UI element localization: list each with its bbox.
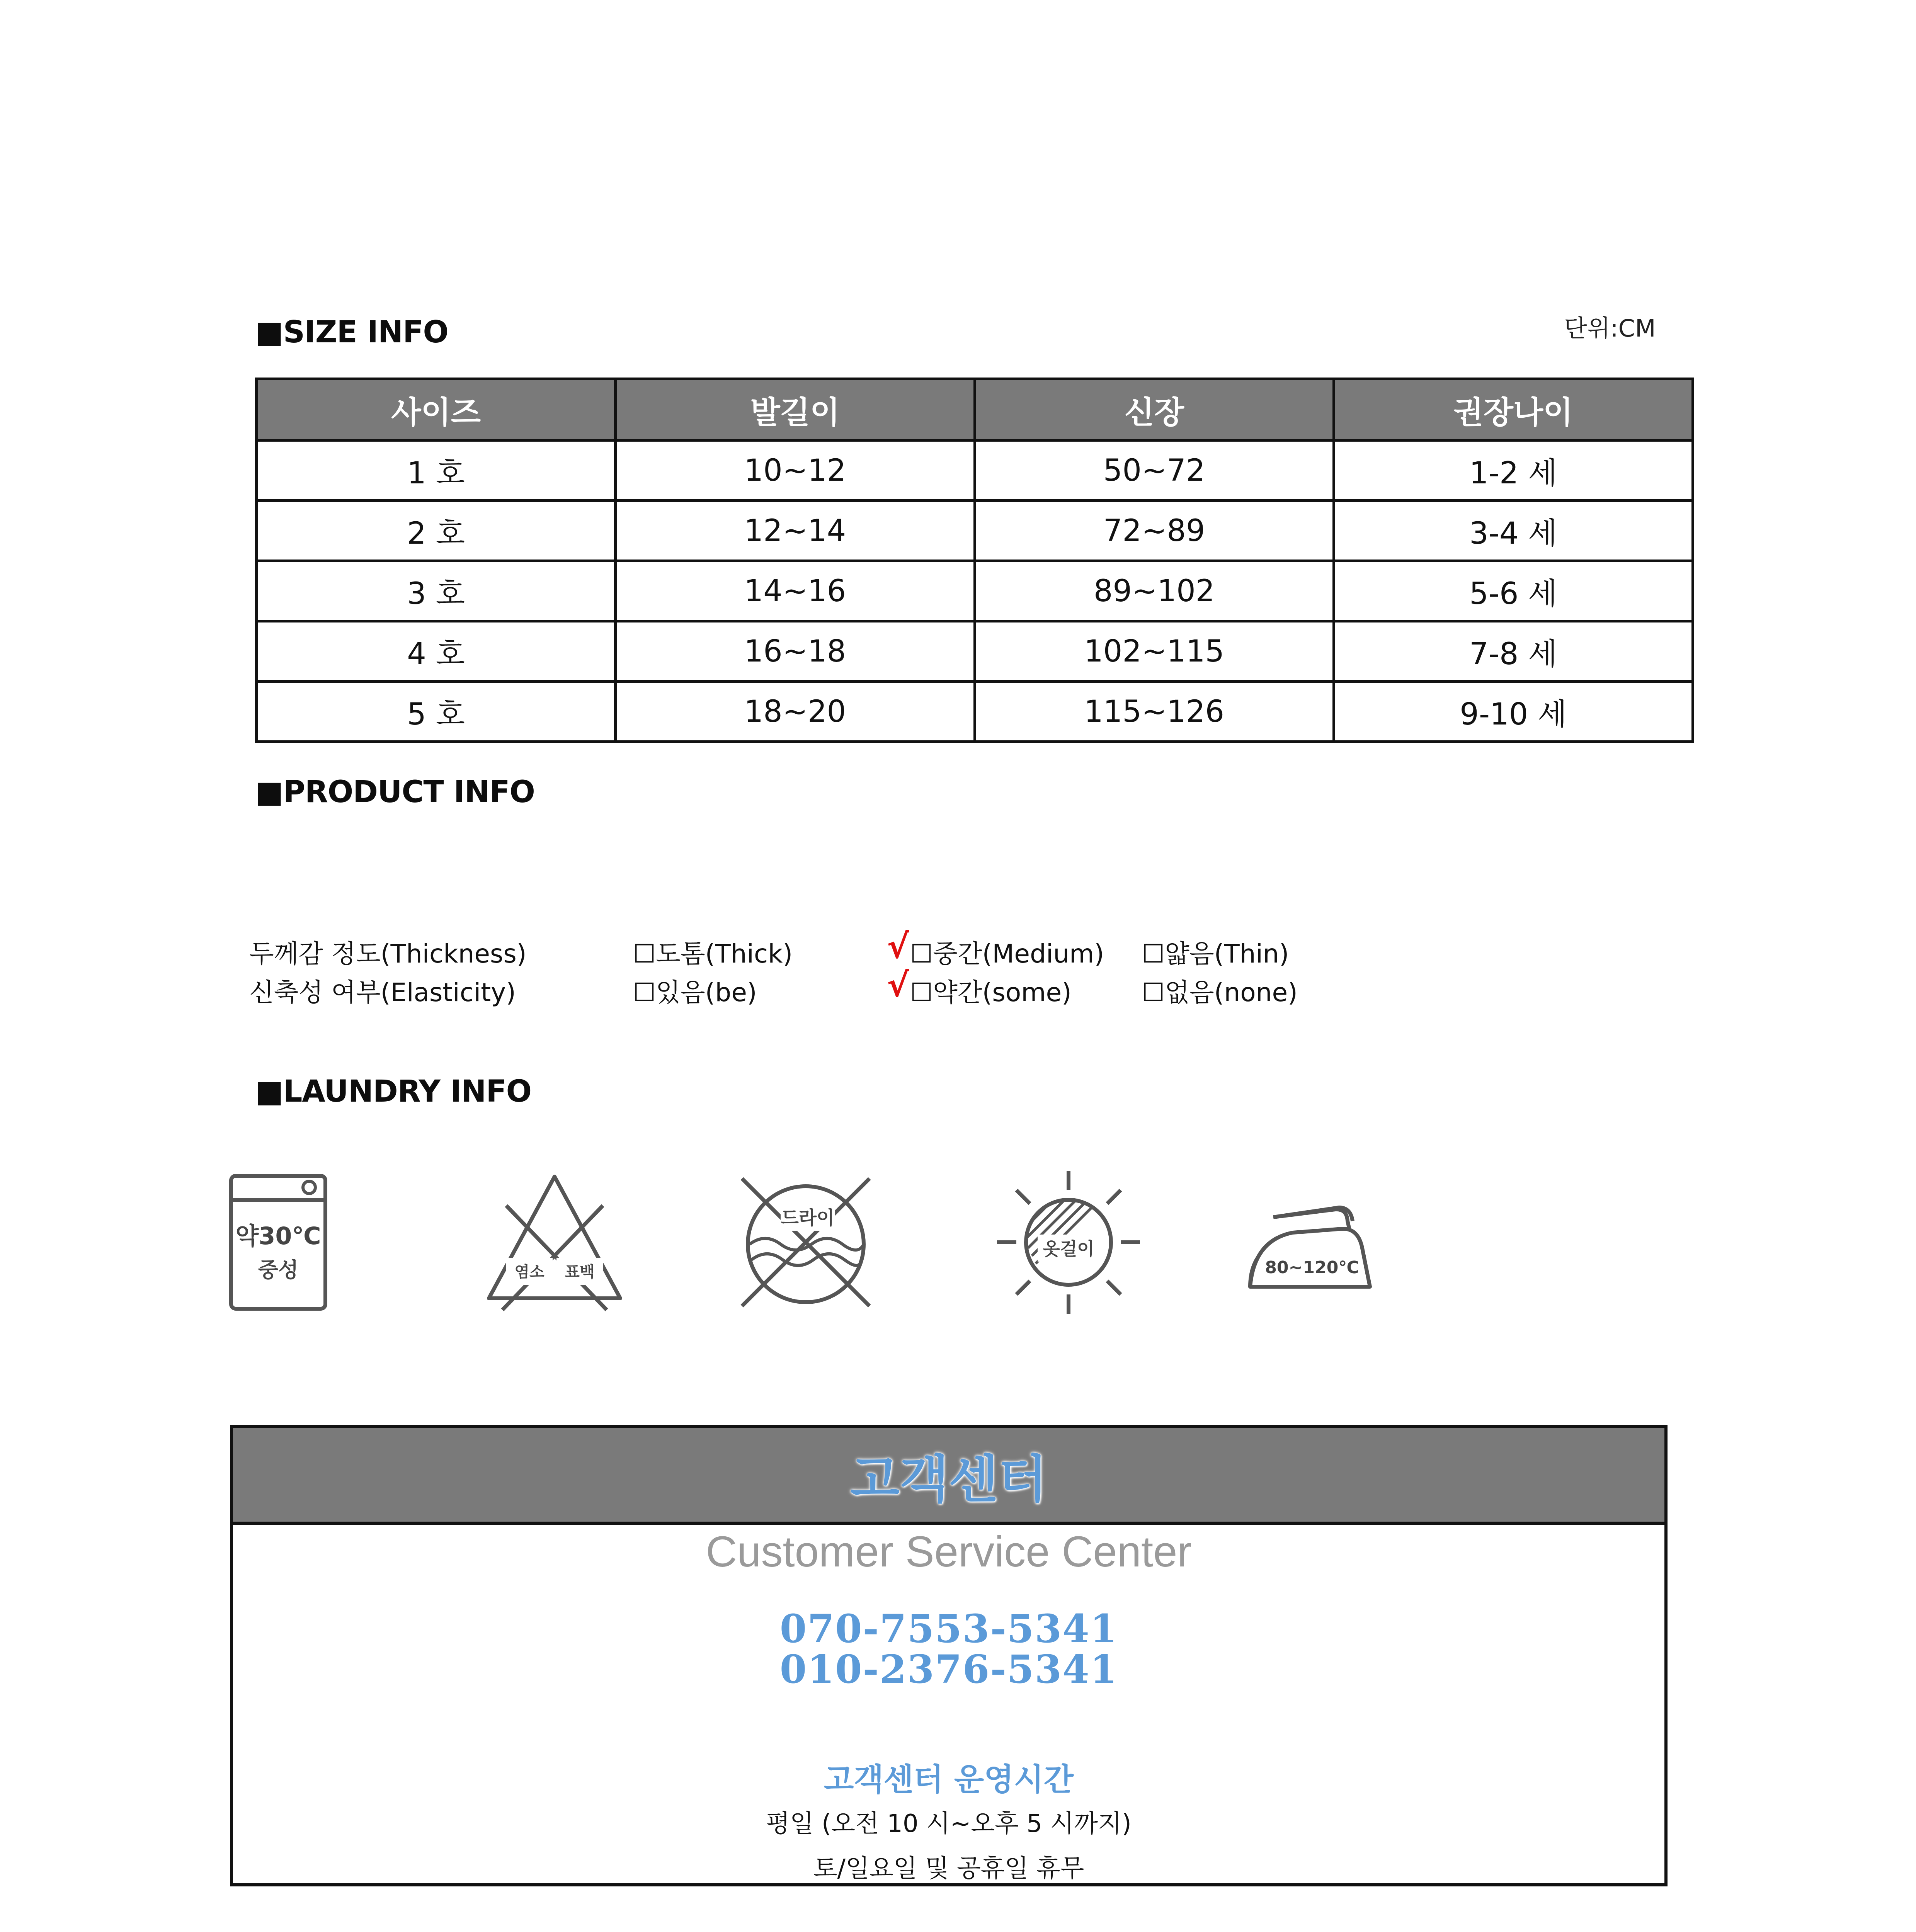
age-cell: 9-10 세 — [1334, 682, 1693, 742]
customer-service-header — [233, 1428, 1664, 1525]
wash-detergent-text: 중성 — [258, 1258, 299, 1282]
weekend-holiday-closed: 토/일요일 및 공휴일 휴무 — [813, 1854, 1084, 1883]
check-mark-icon: √ — [887, 966, 909, 1005]
check-mark-icon: √ — [887, 927, 909, 966]
table-row — [257, 682, 1693, 742]
size-cell: 4 호 — [257, 621, 616, 682]
wash-30-neutral-icon — [228, 1173, 328, 1312]
age-cell: 1-2 세 — [1334, 440, 1693, 501]
size-header-cell: 신장 — [975, 379, 1334, 440]
elasticity-option-none[interactable]: ☐없음(none) — [1142, 978, 1298, 1007]
size-header-cell: 권장나이 — [1334, 379, 1693, 440]
elasticity-option-be[interactable]: ☐있음(be) — [633, 978, 757, 1007]
dry-clean-text: 드라이 — [781, 1207, 835, 1229]
wash-temp-text: 약30℃ — [235, 1222, 321, 1250]
customer-service-subtitle: Customer Service Center — [706, 1527, 1192, 1576]
thickness-label: 두께감 정도(Thickness) — [249, 939, 527, 969]
weekday-hours: 평일 (오전 10 시~오후 5 시까지) — [766, 1810, 1132, 1838]
thickness-option-medium[interactable]: ☐중간(Medium) — [910, 939, 1104, 969]
no-dry-clean-icon — [734, 1171, 877, 1314]
size-info-title: ■SIZE INFO — [255, 315, 448, 350]
operating-hours-title: 고객센터 운영시간 — [824, 1762, 1074, 1798]
foot-length-cell: 18~20 — [616, 682, 975, 742]
bleach-text-chlorine: 염소 — [514, 1263, 545, 1281]
size-cell: 5 호 — [257, 682, 616, 742]
foot-length-cell: 10~12 — [616, 440, 975, 501]
height-cell: 50~72 — [975, 440, 1334, 501]
bleach-text-bleach: 표백 — [565, 1263, 595, 1281]
foot-length-cell: 16~18 — [616, 621, 975, 682]
iron-temp-text: 80~120℃ — [1265, 1258, 1359, 1277]
size-table-header-row — [257, 379, 1693, 440]
size-header-cell: 발길이 — [616, 379, 975, 440]
hang-dry-text: 옷걸이 — [1043, 1238, 1094, 1259]
age-cell: 3-4 세 — [1334, 501, 1693, 561]
phone-number-2[interactable]: 010-2376-5341 — [779, 1646, 1118, 1692]
height-cell: 102~115 — [975, 621, 1334, 682]
foot-length-cell: 14~16 — [616, 561, 975, 621]
thickness-option-thick[interactable]: ☐도톰(Thick) — [633, 939, 793, 969]
table-row — [257, 621, 1693, 682]
iron-80-120-icon — [1246, 1190, 1382, 1294]
customer-service-box — [230, 1425, 1668, 1886]
table-row — [257, 440, 1693, 501]
no-bleach-icon — [483, 1171, 626, 1314]
age-cell: 5-6 세 — [1334, 561, 1693, 621]
height-cell: 115~126 — [975, 682, 1334, 742]
size-table — [255, 378, 1694, 743]
height-cell: 72~89 — [975, 501, 1334, 561]
table-row — [257, 501, 1693, 561]
table-row — [257, 561, 1693, 621]
height-cell: 89~102 — [975, 561, 1334, 621]
foot-length-cell: 12~14 — [616, 501, 975, 561]
thickness-option-thin[interactable]: ☐얇음(Thin) — [1142, 939, 1289, 969]
hang-dry-shade-icon — [993, 1167, 1144, 1318]
elasticity-option-some[interactable]: ☐약간(some) — [910, 978, 1072, 1007]
laundry-info-title: ■LAUNDRY INFO — [255, 1074, 532, 1109]
size-cell: 3 호 — [257, 561, 616, 621]
elasticity-label: 신축성 여부(Elasticity) — [249, 978, 516, 1007]
age-cell: 7-8 세 — [1334, 621, 1693, 682]
size-cell: 2 호 — [257, 501, 616, 561]
size-header-cell: 사이즈 — [257, 379, 616, 440]
unit-label: 단위:CM — [1564, 314, 1656, 342]
customer-service-title: 고객센터 — [850, 1450, 1048, 1509]
product-info-title: ■PRODUCT INFO — [255, 775, 535, 810]
size-cell: 1 호 — [257, 440, 616, 501]
phone-number-1[interactable]: 070-7553-5341 — [779, 1606, 1118, 1651]
